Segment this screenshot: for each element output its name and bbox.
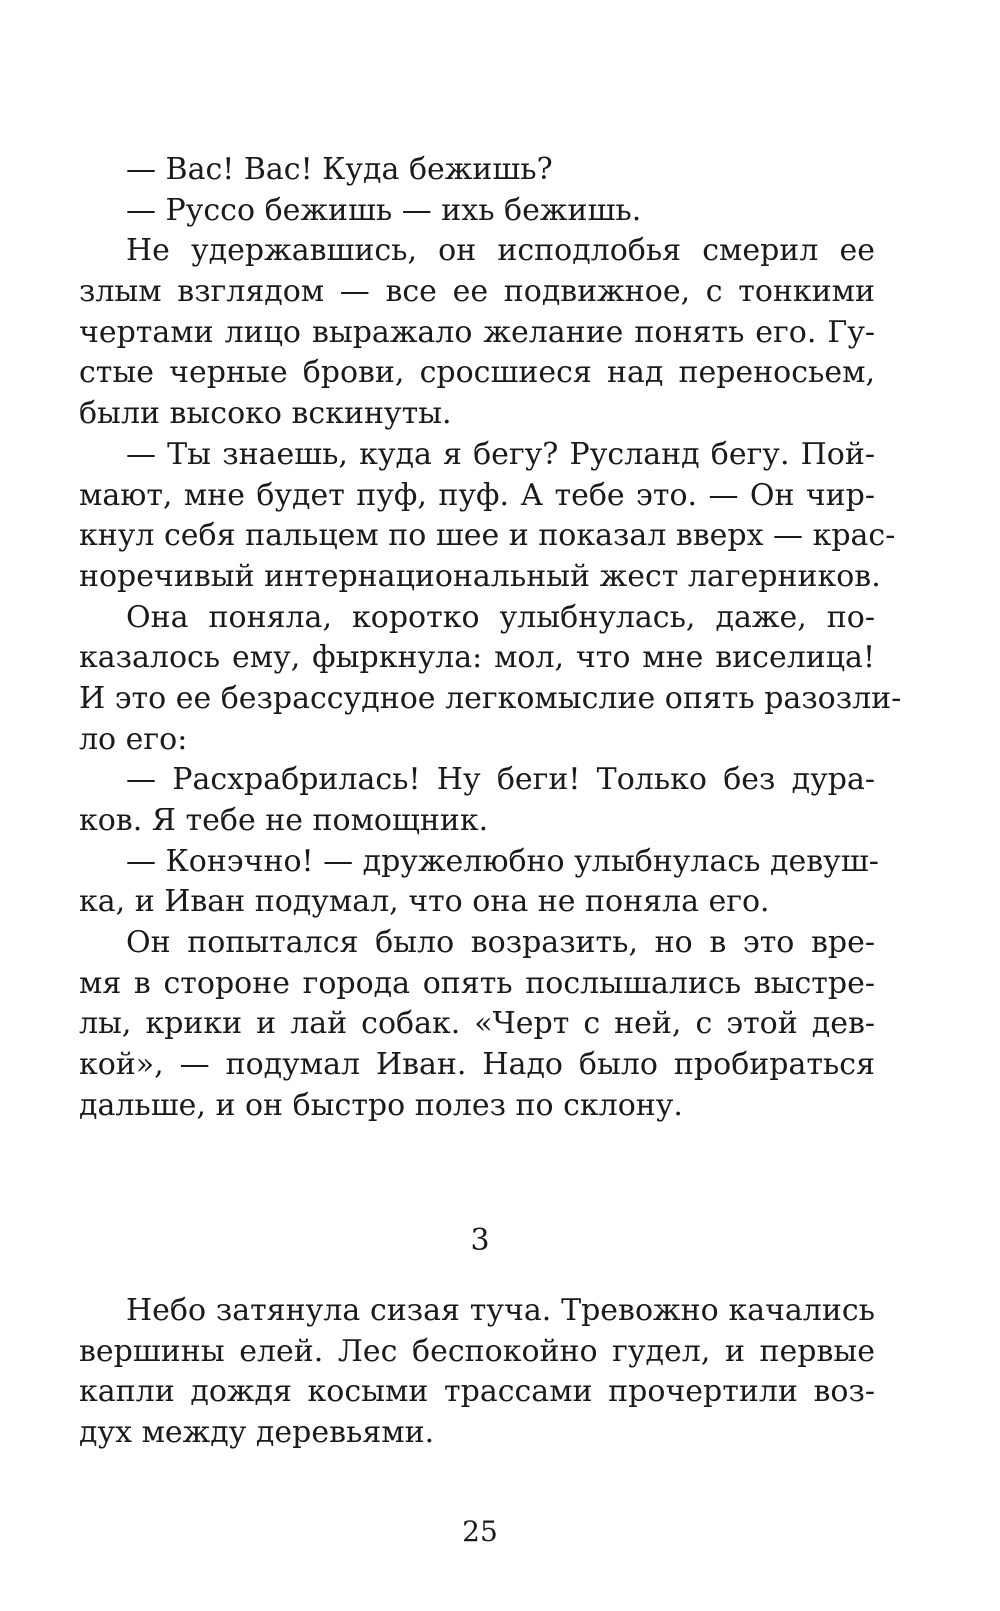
text-line: кой», — подумал Иван. Надо было пробираться [79, 1047, 875, 1083]
text-block-2 [79, 1291, 875, 1454]
text-line: — Расхрабрилась! Ну беги! Только без дура- [126, 762, 875, 798]
text-line: чертами лицо выражало желание понять его. Гу- [79, 314, 875, 350]
text-line: были высоко вскинуты. [79, 396, 452, 432]
page-number: 25 [462, 1515, 498, 1548]
text-line: ков. Я тебе не помощник. [79, 803, 489, 838]
text-line: злым взглядом — все ее подвижное, с тонкими [79, 274, 875, 310]
text-line: мя в стороне города опять послышались выстре- [79, 965, 875, 1001]
text-line: дальше, и он быстро полез по склону. [79, 1087, 683, 1123]
text-line: вершины елей. Лес беспокойно гудел, и первые [79, 1333, 875, 1369]
text-line: стые черные брови, сросшиеся над переносьем, [79, 355, 875, 391]
text-line: Не удержавшись, он исподлобья смерил ее [126, 233, 875, 269]
text-line: ка, и Иван подумал, что она не поняла его. [79, 884, 770, 920]
text-line: капли дождя косыми трассами прочертили воз- [79, 1374, 875, 1410]
chapter-number: 3 [470, 1223, 490, 1258]
text-line: кнул себя пальцем по шее и показал вверх — крас- [79, 518, 896, 554]
text-line: Он попытался было возразить, но в это вре- [126, 925, 875, 961]
text-line: лы, крики и лай собак. «Черт с ней, с этой дев- [79, 1006, 875, 1042]
text-line: — Ты знаешь, куда я бегу? Русланд бегу. Пой- [126, 436, 875, 472]
text-line: И это ее безрассудное легкомыслие опять разозли- [79, 680, 902, 716]
text-line: Она поняла, коротко улыбнулась, даже, по- [126, 599, 875, 635]
text-line: — Конэчно! — дружелюбно улыбнулась девуш- [126, 843, 879, 879]
text-line: норечивый интернациональный жест лагерников. [79, 558, 881, 594]
text-line: — Руссо бежишь — ихь бежишь. [126, 192, 642, 228]
text-line: дух между деревьями. [79, 1415, 435, 1451]
text-block-1 [79, 150, 902, 1127]
text-line: — Вас! Вас! Куда бежишь? [126, 152, 553, 187]
text-line: Небо затянула сизая туча. Тревожно качались [126, 1293, 875, 1328]
text-line: ло его: [79, 721, 188, 757]
text-line: мают, мне будет пуф, пуф. А тебе это. — Он чир- [79, 477, 875, 513]
text-line: казалось ему, фыркнула: мол, что мне виселица! [79, 640, 875, 676]
